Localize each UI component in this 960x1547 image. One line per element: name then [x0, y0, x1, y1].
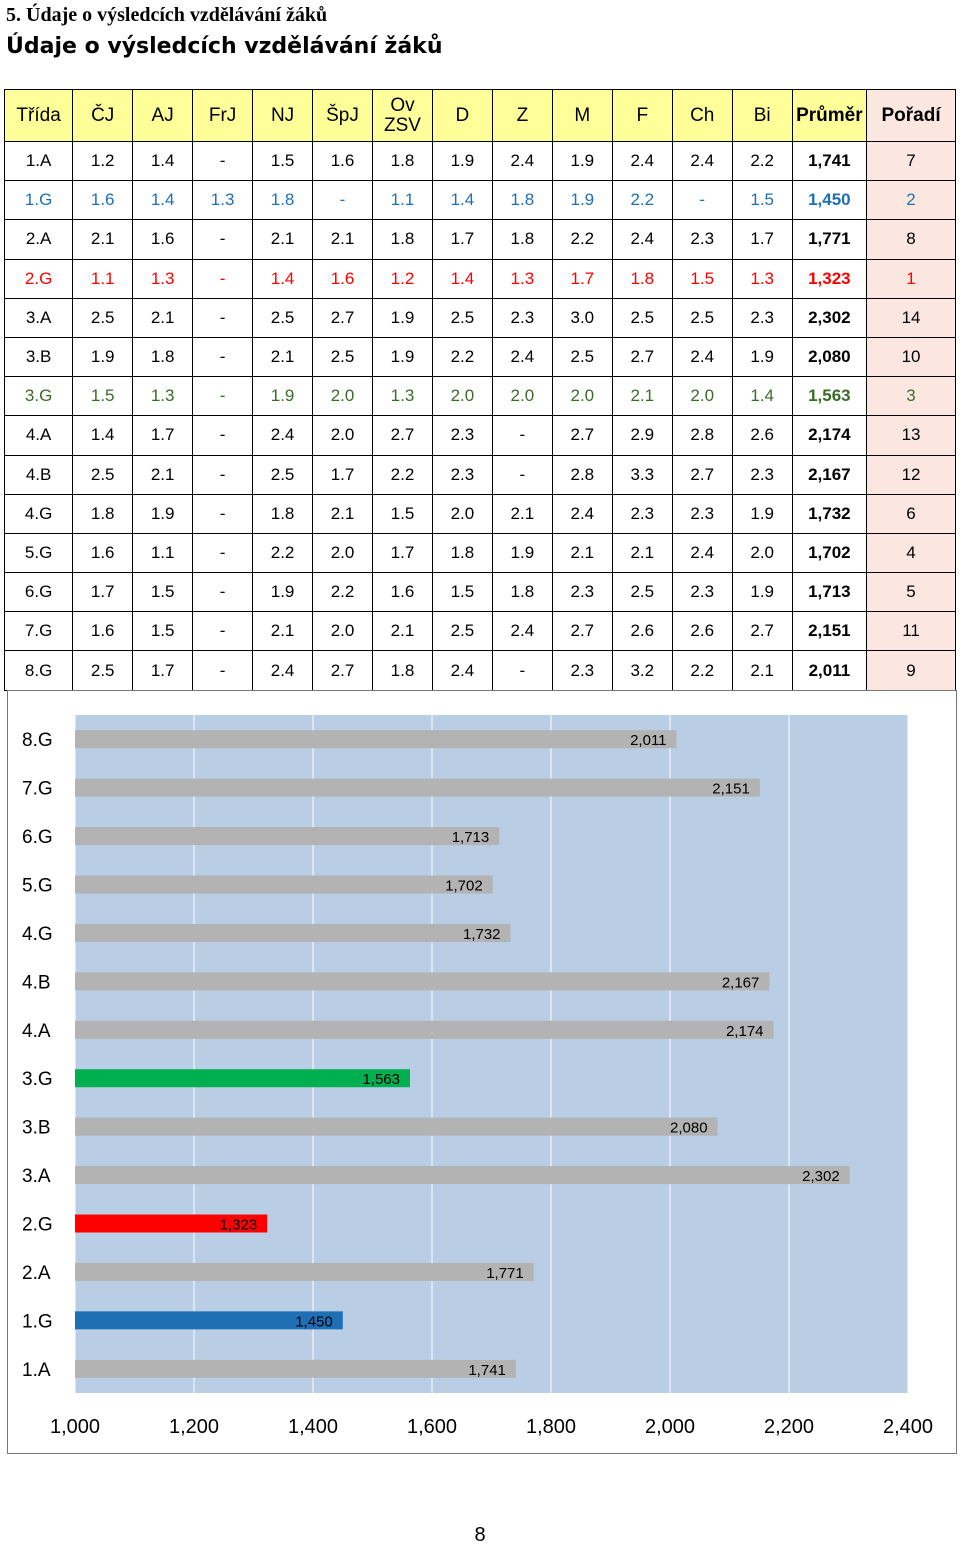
table-cell: 2.2	[372, 455, 432, 494]
table-cell: 1.9	[372, 337, 432, 376]
average-bar-chart	[7, 690, 957, 1454]
data-label: 1,732	[462, 925, 501, 943]
table-cell: 1.9	[253, 573, 313, 612]
table-cell: 1.3	[732, 259, 792, 298]
class-cell: 3.B	[5, 337, 73, 376]
table-row	[5, 494, 956, 533]
table-cell: 1.9	[432, 142, 492, 181]
bar	[75, 779, 760, 797]
average-cell: 1,713	[792, 573, 866, 612]
table-cell: 1.8	[253, 494, 313, 533]
rank-cell: 3	[867, 377, 956, 416]
table-cell: 1.9	[73, 337, 133, 376]
table-cell: 1.9	[492, 533, 552, 572]
x-tick-label: 2,400	[882, 1416, 934, 1438]
data-label: 1,450	[295, 1313, 333, 1331]
table-cell: 1.9	[552, 142, 612, 181]
class-cell: 7.G	[5, 612, 73, 651]
average-cell: 1,732	[792, 494, 866, 533]
table-cell: 2.2	[612, 181, 672, 220]
rank-cell: 10	[867, 337, 956, 376]
table-cell: 2.3	[672, 494, 732, 533]
table-cell: 2.7	[313, 651, 373, 690]
x-tick-label: 1,400	[287, 1416, 339, 1438]
table-cell: 1.2	[73, 142, 133, 181]
table-cell: 2.6	[672, 612, 732, 651]
table-cell: 1.5	[73, 377, 133, 416]
table-cell: 2.4	[552, 494, 612, 533]
bar	[75, 1263, 534, 1281]
header-cell: Bi	[732, 90, 792, 142]
table-cell: 2.4	[253, 416, 313, 455]
table-cell: 2.0	[672, 377, 732, 416]
table-cell: -	[193, 142, 253, 181]
table-cell: 2.7	[732, 612, 792, 651]
rank-cell: 11	[867, 612, 956, 651]
table-row	[5, 533, 956, 572]
table-cell: 2.6	[612, 612, 672, 651]
table-cell: 2.3	[432, 416, 492, 455]
table-cell: 2.1	[732, 651, 792, 690]
table-cell: -	[193, 220, 253, 259]
table-cell: 2.5	[432, 612, 492, 651]
header-cell: Třída	[5, 90, 73, 142]
table-cell: -	[193, 377, 253, 416]
header-cell: FrJ	[193, 90, 253, 142]
table-cell: 1.8	[492, 573, 552, 612]
table-cell: 2.1	[492, 494, 552, 533]
average-cell: 1,741	[792, 142, 866, 181]
category-label: 2.G	[22, 1214, 53, 1236]
table-cell: 2.1	[612, 533, 672, 572]
table-cell: 3.3	[612, 455, 672, 494]
category-label: 3.G	[22, 1069, 53, 1091]
category-label: 4.G	[22, 923, 53, 945]
table-cell: 1.8	[492, 220, 552, 259]
table-cell: -	[313, 181, 373, 220]
table-cell: 1.8	[372, 142, 432, 181]
table-cell: 1.3	[133, 259, 193, 298]
data-label: 1,563	[362, 1071, 400, 1089]
data-label: 2,011	[630, 732, 667, 750]
table-cell: 1.7	[732, 220, 792, 259]
table-cell: 1.3	[492, 259, 552, 298]
table-cell: 2.6	[732, 416, 792, 455]
table-cell: 2.3	[732, 298, 792, 337]
rank-cell: 12	[867, 455, 956, 494]
table-cell: 2.1	[372, 612, 432, 651]
table-cell: 2.4	[672, 533, 732, 572]
class-cell: 4.A	[5, 416, 73, 455]
table-cell: 2.4	[672, 142, 732, 181]
table-cell: 2.5	[73, 455, 133, 494]
rank-cell: 4	[867, 533, 956, 572]
category-label: 5.G	[22, 875, 53, 897]
table-cell: 2.5	[552, 337, 612, 376]
table-cell: 2.1	[73, 220, 133, 259]
category-label: 3.A	[22, 1166, 51, 1188]
table-cell: 1.9	[732, 494, 792, 533]
table-cell: 2.1	[552, 533, 612, 572]
table-row	[5, 337, 956, 376]
rank-cell: 14	[867, 298, 956, 337]
table-cell: 1.6	[73, 181, 133, 220]
data-label: 2,167	[721, 974, 760, 992]
table-cell: 1.7	[313, 455, 373, 494]
table-cell: 1.4	[133, 181, 193, 220]
class-cell: 3.A	[5, 298, 73, 337]
class-cell: 1.A	[5, 142, 73, 181]
average-cell: 2,167	[792, 455, 866, 494]
table-cell: 2.4	[492, 142, 552, 181]
table-cell: 2.5	[73, 651, 133, 690]
table-row	[5, 416, 956, 455]
header-zsv: ZSV	[383, 114, 421, 136]
data-label: 1,741	[468, 1361, 506, 1379]
data-label: 1,323	[219, 1216, 258, 1234]
table-cell: 2.4	[432, 651, 492, 690]
table-cell: 1.8	[372, 220, 432, 259]
bar	[75, 972, 769, 990]
rank-cell: 7	[867, 142, 956, 181]
table-cell: 2.7	[313, 298, 373, 337]
table-cell: 1.7	[133, 416, 193, 455]
table-cell: 1.6	[313, 142, 373, 181]
table-cell: 2.4	[612, 142, 672, 181]
table-cell: 2.3	[552, 573, 612, 612]
table-cell: 1.4	[432, 181, 492, 220]
table-cell: 2.3	[552, 651, 612, 690]
table-cell: -	[672, 181, 732, 220]
table-cell: 1.2	[372, 259, 432, 298]
table-cell: 2.2	[313, 573, 373, 612]
table-cell: 1.9	[253, 377, 313, 416]
table-cell: 2.0	[313, 416, 373, 455]
table-cell: 2.2	[732, 142, 792, 181]
category-label: 4.B	[22, 972, 51, 994]
average-cell: 2,080	[792, 337, 866, 376]
table-cell: -	[193, 494, 253, 533]
table-cell: -	[193, 651, 253, 690]
average-cell: 2,302	[792, 298, 866, 337]
table-cell: 2.2	[672, 651, 732, 690]
table-cell: 2.3	[672, 573, 732, 612]
x-tick-label: 2,000	[644, 1416, 696, 1438]
table-cell: 2.1	[253, 612, 313, 651]
header-cell: ŠpJ	[313, 90, 373, 142]
average-cell: 2,174	[792, 416, 866, 455]
average-cell: 1,702	[792, 533, 866, 572]
table-cell: 1.8	[73, 494, 133, 533]
table-cell: -	[492, 416, 552, 455]
class-cell: 3.G	[5, 377, 73, 416]
x-tick-label: 1,600	[406, 1416, 458, 1438]
data-label: 2,151	[712, 780, 750, 798]
data-label: 2,080	[670, 1119, 708, 1137]
table-row	[5, 220, 956, 259]
table-cell: 2.0	[432, 494, 492, 533]
table-cell: 2.0	[313, 533, 373, 572]
x-tick-label: 1,800	[525, 1416, 577, 1438]
table-cell: 1.9	[732, 337, 792, 376]
table-cell: 2.1	[253, 337, 313, 376]
data-label: 2,174	[725, 1022, 764, 1040]
data-label: 1,713	[451, 829, 490, 847]
page-number: 8	[474, 1524, 486, 1546]
category-label: 8.G	[22, 730, 53, 752]
table-cell: -	[193, 259, 253, 298]
category-label: 1.G	[22, 1311, 53, 1333]
table-cell: 3.2	[612, 651, 672, 690]
table-cell: 2.5	[612, 573, 672, 612]
table-cell: 2.5	[313, 337, 373, 376]
table-cell: 1.8	[372, 651, 432, 690]
table-cell: 1.3	[372, 377, 432, 416]
table-cell: 3.0	[552, 298, 612, 337]
table-cell: 1.4	[732, 377, 792, 416]
table-header-row	[5, 90, 956, 142]
table-cell: 1.9	[732, 573, 792, 612]
table-cell: -	[193, 298, 253, 337]
table-cell: 2.2	[552, 220, 612, 259]
header-cell: Ch	[672, 90, 732, 142]
table-cell: 1.5	[253, 142, 313, 181]
rank-cell: 9	[867, 651, 956, 690]
table-cell: 1.8	[612, 259, 672, 298]
table-body	[5, 142, 956, 691]
class-cell: 4.B	[5, 455, 73, 494]
table-cell: 2.5	[672, 298, 732, 337]
table-cell: -	[492, 651, 552, 690]
class-cell: 2.G	[5, 259, 73, 298]
table-cell: 1.4	[133, 142, 193, 181]
class-cell: 6.G	[5, 573, 73, 612]
table-cell: 1.1	[133, 533, 193, 572]
bar	[75, 1069, 410, 1087]
table-cell: 2.5	[253, 298, 313, 337]
average-cell: 2,011	[792, 651, 866, 690]
table-cell: 1.5	[732, 181, 792, 220]
table-cell: 1.1	[372, 181, 432, 220]
table-cell: 2.3	[612, 494, 672, 533]
table-cell: 2.3	[672, 220, 732, 259]
table-row	[5, 377, 956, 416]
table-cell: -	[193, 573, 253, 612]
table-cell: 1.8	[253, 181, 313, 220]
table-cell: 1.5	[432, 573, 492, 612]
table-cell: 2.0	[313, 377, 373, 416]
plot-area	[75, 715, 908, 1393]
table-cell: 1.7	[432, 220, 492, 259]
table-cell: 2.7	[672, 455, 732, 494]
x-tick-label: 1,200	[168, 1416, 220, 1438]
table-cell: 1.6	[133, 220, 193, 259]
table-cell: 1.9	[552, 181, 612, 220]
class-cell: 1.G	[5, 181, 73, 220]
table-cell: 2.2	[432, 337, 492, 376]
table-cell: 1.7	[552, 259, 612, 298]
category-label: 7.G	[22, 778, 53, 800]
data-label: 2,302	[802, 1168, 840, 1186]
table-row	[5, 612, 956, 651]
table-cell: 1.5	[133, 612, 193, 651]
table-cell: 2.4	[253, 651, 313, 690]
category-label: 1.A	[22, 1359, 51, 1381]
table-row	[5, 142, 956, 181]
table-cell: 1.6	[73, 533, 133, 572]
header-cell: F	[612, 90, 672, 142]
table-cell: 2.7	[552, 612, 612, 651]
category-label: 2.A	[22, 1262, 51, 1284]
table-cell: 1.9	[372, 298, 432, 337]
table-cell: 2.1	[313, 494, 373, 533]
table-cell: 2.5	[73, 298, 133, 337]
table-row	[5, 259, 956, 298]
header-cell-rank: Pořadí	[867, 90, 956, 142]
rank-cell: 5	[867, 573, 956, 612]
data-label: 1,771	[486, 1264, 524, 1282]
table-cell: 1.4	[73, 416, 133, 455]
header-cell: M	[552, 90, 612, 142]
header-ov: Ov	[390, 94, 415, 116]
table-cell: 1.5	[372, 494, 432, 533]
table-row	[5, 455, 956, 494]
header-cell: ČJ	[73, 90, 133, 142]
table-cell: 1.4	[253, 259, 313, 298]
average-cell: 1,450	[792, 181, 866, 220]
table-cell: 2.1	[612, 377, 672, 416]
table-cell: 2.5	[432, 298, 492, 337]
table-cell: 1.8	[133, 337, 193, 376]
average-cell: 2,151	[792, 612, 866, 651]
table-cell: 2.3	[432, 455, 492, 494]
table-cell: 2.7	[612, 337, 672, 376]
table-cell: 1.6	[372, 573, 432, 612]
data-label: 1,702	[445, 877, 483, 895]
table-cell: 1.6	[73, 612, 133, 651]
x-tick-label: 2,200	[763, 1416, 815, 1438]
table-cell: 1.7	[73, 573, 133, 612]
table-cell: -	[492, 455, 552, 494]
table-cell: 2.0	[492, 377, 552, 416]
header-cell: NJ	[253, 90, 313, 142]
table-cell: 2.8	[552, 455, 612, 494]
table-cell: 2.8	[672, 416, 732, 455]
rank-cell: 1	[867, 259, 956, 298]
rank-cell: 8	[867, 220, 956, 259]
table-cell: -	[193, 337, 253, 376]
table-cell: 2.1	[133, 298, 193, 337]
section-heading: 5. Údaje o výsledcích vzdělávání žáků	[6, 4, 328, 26]
table-cell: 1.3	[193, 181, 253, 220]
table-cell: 2.5	[612, 298, 672, 337]
table-row	[5, 573, 956, 612]
table-cell: 2.7	[552, 416, 612, 455]
table-cell: 2.4	[492, 337, 552, 376]
table-cell: 1.1	[73, 259, 133, 298]
table-cell: 2.1	[313, 220, 373, 259]
table-cell: 1.7	[372, 533, 432, 572]
table-row	[5, 651, 956, 690]
table-cell: 2.3	[492, 298, 552, 337]
page-title: Údaje o výsledcích vzdělávání žáků	[6, 34, 443, 59]
table-row	[5, 181, 956, 220]
table-cell: 1.7	[133, 651, 193, 690]
bar	[75, 1021, 774, 1039]
table-cell: 2.0	[313, 612, 373, 651]
header-cell: Z	[492, 90, 552, 142]
table-cell: -	[193, 612, 253, 651]
table-cell: 2.2	[253, 533, 313, 572]
table-cell: 1.5	[672, 259, 732, 298]
header-cell: D	[432, 90, 492, 142]
table-cell: 2.0	[732, 533, 792, 572]
table-cell: 2.5	[253, 455, 313, 494]
bar	[75, 827, 499, 845]
bar	[75, 1360, 516, 1378]
grades-table	[4, 89, 956, 691]
average-cell: 1,563	[792, 377, 866, 416]
bar	[75, 924, 511, 942]
table-cell: 1.5	[133, 573, 193, 612]
category-label: 6.G	[22, 827, 53, 849]
bar	[75, 730, 677, 748]
class-cell: 5.G	[5, 533, 73, 572]
class-cell: 8.G	[5, 651, 73, 690]
table-cell: 2.1	[253, 220, 313, 259]
header-cell: AJ	[133, 90, 193, 142]
average-cell: 1,771	[792, 220, 866, 259]
table-cell: -	[193, 533, 253, 572]
table-cell: 2.4	[492, 612, 552, 651]
table-cell: 1.6	[313, 259, 373, 298]
average-cell: 1,323	[792, 259, 866, 298]
table-cell: 1.4	[432, 259, 492, 298]
table-cell: -	[193, 455, 253, 494]
bar	[75, 1166, 850, 1184]
rank-cell: 6	[867, 494, 956, 533]
rank-cell: 13	[867, 416, 956, 455]
table-cell: 2.7	[372, 416, 432, 455]
table-cell: 1.3	[133, 377, 193, 416]
bar	[75, 1118, 718, 1136]
rank-cell: 2	[867, 181, 956, 220]
chart-svg	[8, 691, 956, 1453]
table-cell: 2.3	[732, 455, 792, 494]
table-cell: 2.9	[612, 416, 672, 455]
header-cell	[372, 90, 432, 142]
header-cell-average: Průměr	[792, 90, 866, 142]
table-cell: 1.9	[133, 494, 193, 533]
table-cell: 2.4	[672, 337, 732, 376]
table-cell: -	[193, 416, 253, 455]
table-cell: 2.1	[133, 455, 193, 494]
class-cell: 4.G	[5, 494, 73, 533]
table-cell: 1.8	[492, 181, 552, 220]
table-row	[5, 298, 956, 337]
table-cell: 1.8	[432, 533, 492, 572]
bar	[75, 876, 493, 894]
category-label: 3.B	[22, 1117, 51, 1139]
class-cell: 2.A	[5, 220, 73, 259]
table-cell: 2.0	[432, 377, 492, 416]
table-cell: 2.4	[612, 220, 672, 259]
table-cell: 2.0	[552, 377, 612, 416]
x-tick-label: 1,000	[49, 1416, 101, 1438]
category-label: 4.A	[22, 1020, 51, 1042]
